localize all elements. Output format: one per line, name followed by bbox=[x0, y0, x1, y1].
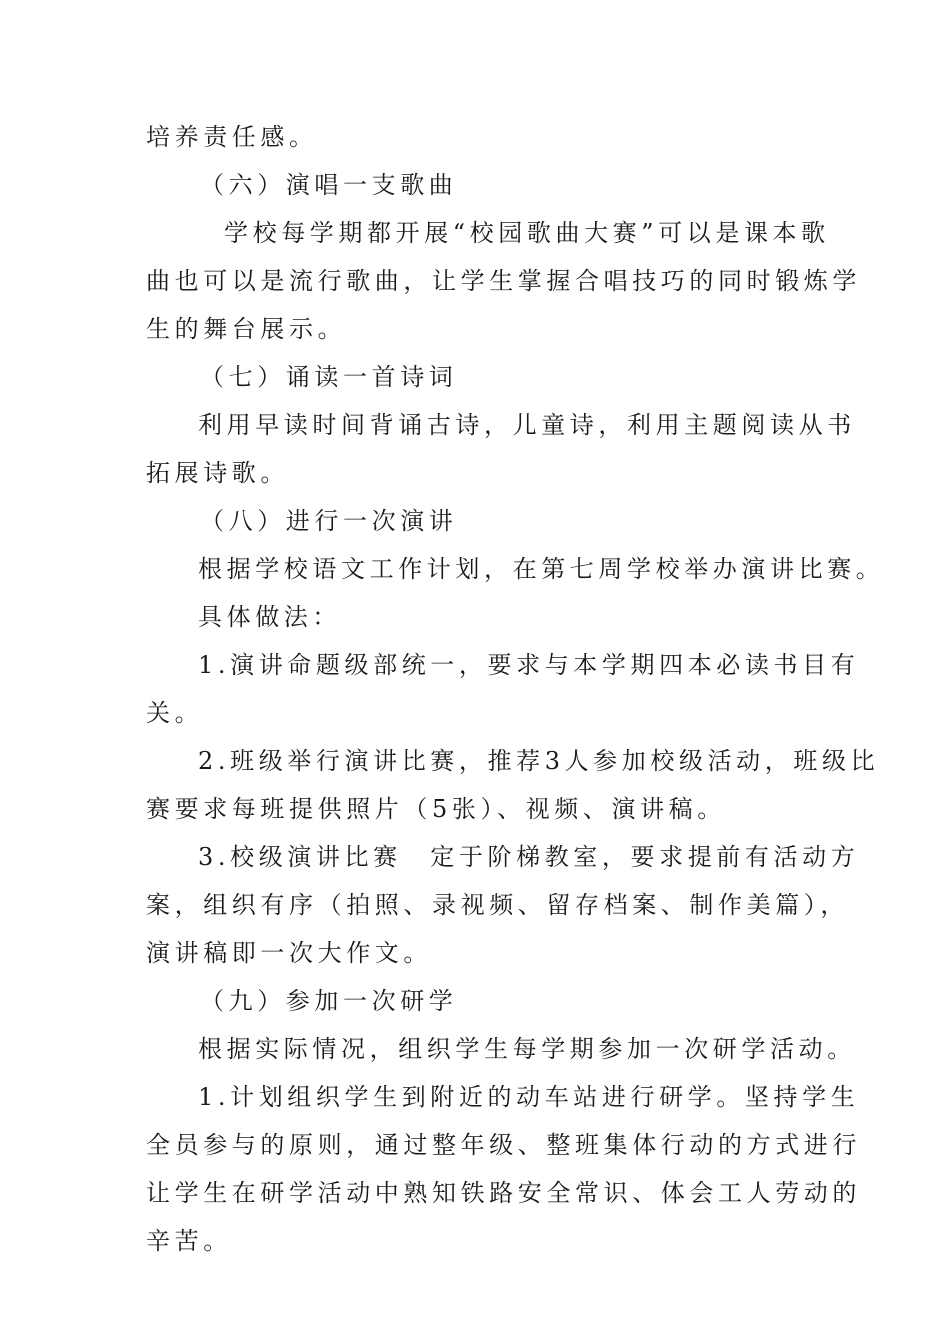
section-heading-9: （九）参加一次研学 bbox=[200, 987, 458, 1015]
list-item-line: 1.计划组织学生到附近的动车站进行研学。坚持学生 bbox=[198, 1083, 860, 1111]
paragraph-line: 生的舞台展示。 bbox=[146, 315, 347, 343]
list-item-line: 辛苦。 bbox=[146, 1227, 232, 1255]
paragraph-line: 利用早读时间背诵古诗，儿童诗，利用主题阅读从书 bbox=[198, 411, 856, 439]
list-item-line: 关。 bbox=[146, 699, 204, 727]
list-item-line: 全员参与的原则，通过整年级、整班集体行动的方式进行 bbox=[146, 1131, 861, 1159]
document-page bbox=[146, 113, 885, 1265]
paragraph-line: 具体做法： bbox=[198, 603, 341, 631]
paragraph-line: 拓展诗歌。 bbox=[146, 459, 289, 487]
list-item-line: 演讲稿即一次大作文。 bbox=[146, 939, 432, 967]
section-heading-6: （六）演唱一支歌曲 bbox=[200, 171, 458, 199]
paragraph-line: 根据实际情况，组织学生每学期参加一次研学活动。 bbox=[198, 1035, 856, 1063]
list-item-line: 1.演讲命题级部统一，要求与本学期四本必读书目有 bbox=[198, 651, 860, 679]
list-item-line: 让学生在研学活动中熟知铁路安全常识、体会工人劳动的 bbox=[146, 1179, 861, 1207]
section-heading-7: （七）诵读一首诗词 bbox=[200, 363, 458, 391]
list-item-line: 3.校级演讲比赛 定于阶梯教室，要求提前有活动方 bbox=[198, 843, 860, 871]
paragraph-line: 根据学校语文工作计划，在第七周学校举办演讲比赛。 bbox=[198, 555, 885, 583]
list-item-line: 赛要求每班提供照片（5张）、视频、演讲稿。 bbox=[146, 795, 726, 823]
paragraph-line: 曲也可以是流行歌曲，让学生掌握合唱技巧的同时锻炼学 bbox=[146, 267, 861, 295]
list-item-line: 案，组织有序（拍照、录视频、留存档案、制作美篇）， bbox=[146, 891, 849, 919]
section-heading-8: （八）进行一次演讲 bbox=[200, 507, 458, 535]
paragraph-line: 学校每学期都开展“校园歌曲大赛”可以是课本歌 bbox=[224, 219, 830, 247]
paragraph-line: 培养责任感。 bbox=[146, 123, 318, 151]
list-item-line: 2.班级举行演讲比赛，推荐3人参加校级活动，班级比 bbox=[198, 747, 880, 775]
